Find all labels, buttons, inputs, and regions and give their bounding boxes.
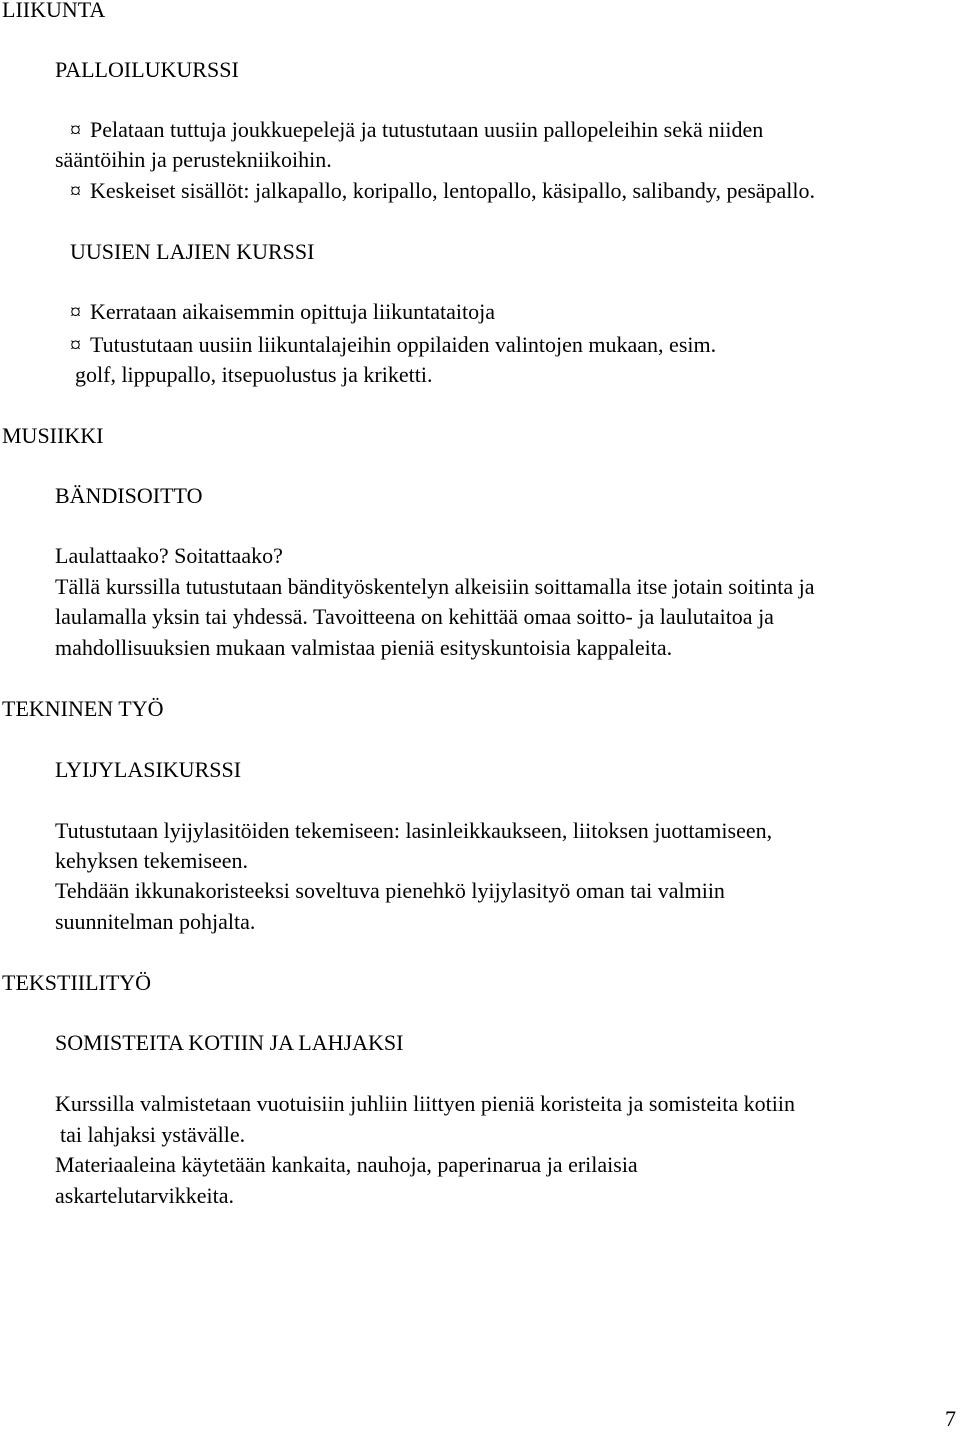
- course-title-bandisoitto: BÄNDISOITTO: [55, 483, 203, 508]
- page-number: 7: [945, 1406, 956, 1431]
- course-title-palloilu: PALLOILUKURSSI: [55, 57, 239, 82]
- palloilu-bullet-1-line-1: Pelataan tuttuja joukkuepelejä ja tutustutaan uusiin pallopeleihin sekä niiden: [90, 117, 764, 142]
- course-title-lyijylasi: LYIJYLASIKURSSI: [55, 757, 242, 782]
- lyijylasi-line-3: Tehdään ikkunakoristeeksi soveltuva pienehkö lyijylasityö oman tai valmiin: [55, 878, 725, 903]
- course-title-uusien-lajien: UUSIEN LAJIEN KURSSI: [70, 239, 315, 264]
- uusien-lajien-bullet-1: Kerrataan aikaisemmin opittuja liikuntataitoja: [90, 299, 496, 324]
- bandisoitto-line-4: mahdollisuuksien mukaan valmistaa pieniä esityskuntoisia kappaleita.: [55, 635, 673, 660]
- bandisoitto-line-2: Tällä kurssilla tutustutaan bändityöskentelyn alkeisiin soittamalla itse jotain soitinta ja: [55, 574, 815, 599]
- palloilu-bullet-2-line-1: Keskeiset sisällöt: jalkapallo, koripallo, lentopallo, käsipallo, salibandy, pesäpallo.: [90, 178, 816, 203]
- bandisoitto-line-3: laulamalla yksin tai yhdessä. Tavoitteena on kehittää omaa soitto- ja laulutaitoa ja: [55, 604, 774, 629]
- lyijylasi-line-1: Tutustutaan lyijylasitöiden tekemiseen: lasinleikkaukseen, liitoksen juottamiseen,: [55, 818, 773, 843]
- section-title-tekstiilityo: TEKSTIILITYÖ: [2, 970, 152, 995]
- somisteita-line-4: askartelutarvikkeita.: [55, 1183, 234, 1208]
- uusien-lajien-bullet-2-line-2: golf, lippupallo, itsepuolustus ja kriketti.: [75, 362, 433, 387]
- bullet-icon: ¤: [70, 178, 81, 203]
- section-title-musiikki: MUSIIKKI: [2, 423, 104, 448]
- lyijylasi-line-2: kehyksen tekemiseen.: [55, 848, 249, 873]
- section-title-liikunta: LIIKUNTA: [2, 0, 106, 22]
- course-title-somisteita: SOMISTEITA KOTIIN JA LAHJAKSI: [55, 1030, 404, 1055]
- bullet-icon: ¤: [70, 332, 81, 357]
- somisteita-line-3: Materiaaleina käytetään kankaita, nauhoja, paperinarua ja erilaisia: [55, 1152, 638, 1177]
- somisteita-line-1: Kurssilla valmistetaan vuotuisiin juhliin liittyen pieniä koristeita ja somisteita kotiin: [55, 1091, 795, 1116]
- uusien-lajien-bullet-2-line-1: Tutustutaan uusiin liikuntalajeihin oppilaiden valintojen mukaan, esim.: [90, 332, 717, 357]
- lyijylasi-line-4: suunnitelman pohjalta.: [55, 909, 256, 934]
- bandisoitto-line-1: Laulattaako? Soitattaako?: [55, 543, 283, 568]
- bullet-icon: ¤: [70, 117, 81, 142]
- somisteita-line-2: tai lahjaksi ystävälle.: [60, 1122, 246, 1147]
- section-title-tekninen-tyo: TEKNINEN TYÖ: [2, 696, 164, 721]
- palloilu-bullet-1-line-2: sääntöihin ja perustekniikoihin.: [55, 147, 332, 172]
- bullet-icon: ¤: [70, 299, 81, 324]
